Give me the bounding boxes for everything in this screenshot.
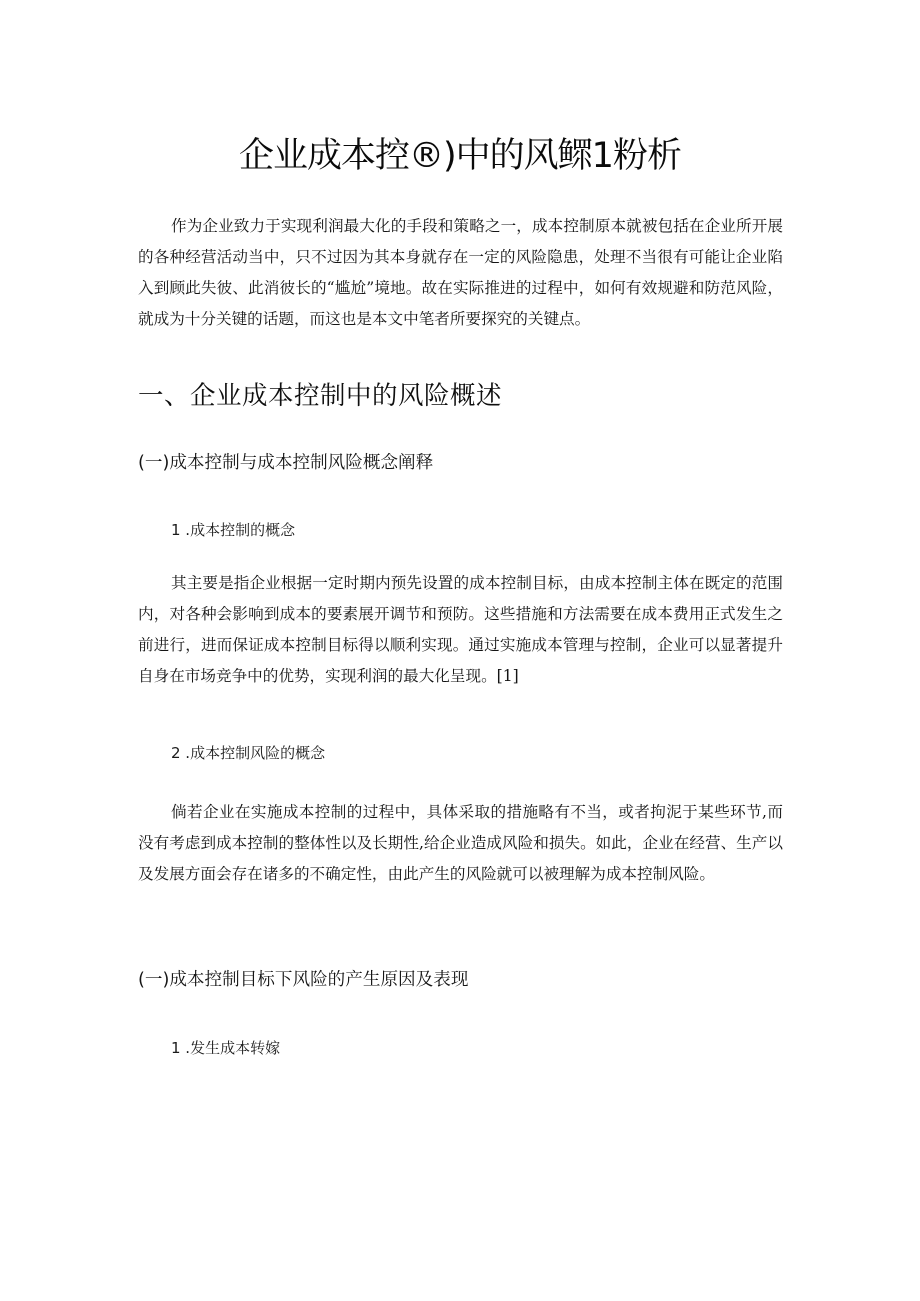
item-heading: 1 .发生成本转嫁 xyxy=(171,1039,281,1057)
intro-paragraph: 作为企业致力于实现利润最大化的手段和策略之一，成本控制原本就被包括在企业所开展的各种经营活动当中，只不过因为其本身就存在一定的风险隐患，处理不当很有可能让企业陷入到顾此失彼、此消彼长的“尴尬”境地。故在实际推进的过程中，如何有效规避和防范风险，就成为十分关键的话题，而这也是本文中笔者所要探究的关键点。 xyxy=(138,217,783,328)
subsection-heading: (一)成本控制目标下风险的产生原因及表现 xyxy=(138,970,469,990)
subsection-heading: (一)成本控制与成本控制风险概念阐释 xyxy=(138,453,434,473)
section-heading: 一、企业成本控制中的风险概述 xyxy=(138,381,503,411)
item-heading: 2 .成本控制风险的概念 xyxy=(171,744,326,762)
body-paragraph: 其主要是指企业根据一定时期内预先设置的成本控制目标，由成本控制主体在既定的范围内，对各种会影响到成本的要素展开调节和预防。这些措施和方法需要在成本费用正式发生之前进行，进而保证成本控制目标得以顺利实现。通过实施成本管理与控制，企业可以显著提升自身在市场竞争中的优势，实现利润的最大化呈现。[1] xyxy=(138,574,783,685)
body-paragraph: 倘若企业在实施成本控制的过程中，具体采取的措施略有不当，或者拘泥于某些环节,而没有考虑到成本控制的整体性以及长期性,给企业造成风险和损失。如此，企业在经营、生产以及发展方面会存在诸多的不确定性，由此产生的风险就可以被理解为成本控制风险。 xyxy=(138,803,783,883)
document-title: 企业成本控®)中的风鳏1粉析 xyxy=(239,136,681,176)
item-heading: 1 .成本控制的概念 xyxy=(171,521,296,539)
